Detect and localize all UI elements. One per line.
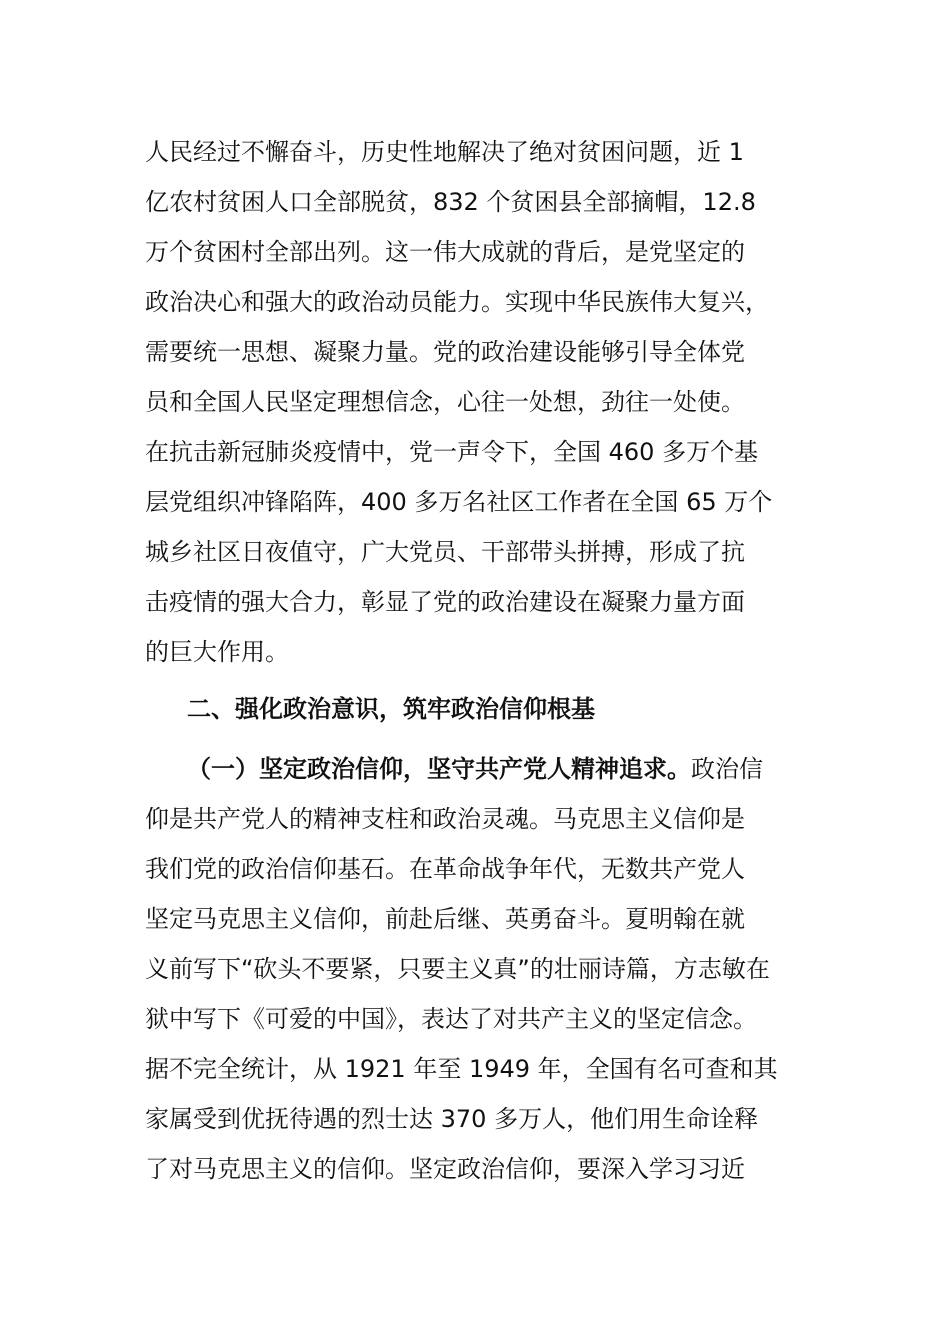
paragraph-line: 需要统一思想、凝聚力量。党的政治建设能够引导全体党 xyxy=(145,338,745,366)
subsection-text-start: 政治信 xyxy=(691,755,763,783)
paragraph-line: 家属受到优抚待遇的烈士达 370 多万人，他们用生命诠释 xyxy=(145,1105,759,1133)
section-heading: 二、强化政治意识，筑牢政治信仰根基 xyxy=(187,695,595,723)
paragraph-line: 人民经过不懈奋斗，历史性地解决了绝对贫困问题，近 1 xyxy=(145,138,744,166)
paragraph-line: 政治决心和强大的政治动员能力。实现中华民族伟大复兴， xyxy=(145,288,769,316)
paragraph-line: 万个贫困村全部出列。这一伟大成就的背后，是党坚定的 xyxy=(145,238,745,266)
paragraph-line: 我们党的政治信仰基石。在革命战争年代，无数共产党人 xyxy=(145,855,745,883)
paragraph-line: 坚定马克思主义信仰，前赴后继、英勇奋斗。夏明翰在就 xyxy=(145,905,745,933)
paragraph-line: 击疫情的强大合力，彰显了党的政治建设在凝聚力量方面 xyxy=(145,588,745,616)
paragraph-line: 亿农村贫困人口全部脱贫，832 个贫困县全部摘帽，12.8 xyxy=(145,188,756,216)
subsection-title: （一）坚定政治信仰，坚守共产党人精神追求。 xyxy=(187,755,691,783)
paragraph-line: 仰是共产党人的精神支柱和政治灵魂。马克思主义信仰是 xyxy=(145,805,745,833)
subsection-first-line xyxy=(187,752,763,786)
paragraph-line: 城乡社区日夜值守，广大党员、干部带头拼搏，形成了抗 xyxy=(145,538,745,566)
paragraph-line: 在抗击新冠肺炎疫情中，党一声令下，全国 460 多万个基 xyxy=(145,438,759,466)
paragraph-line: 狱中写下《可爱的中国》，表达了对共产主义的坚定信念。 xyxy=(145,1005,757,1033)
paragraph-line: 义前写下“砍头不要紧，只要主义真”的壮丽诗篇，方志敏在 xyxy=(145,955,770,983)
paragraph-line: 了对马克思主义的信仰。坚定政治信仰，要深入学习习近 xyxy=(145,1155,745,1183)
paragraph-line: 据不完全统计，从 1921 年至 1949 年，全国有名可查和其 xyxy=(145,1055,778,1083)
paragraph-line: 员和全国人民坚定理想信念，心往一处想，劲往一处使。 xyxy=(145,388,745,416)
paragraph-line: 层党组织冲锋陷阵，400 多万名社区工作者在全国 65 万个 xyxy=(145,488,773,516)
paragraph-line: 的巨大作用。 xyxy=(145,638,289,666)
